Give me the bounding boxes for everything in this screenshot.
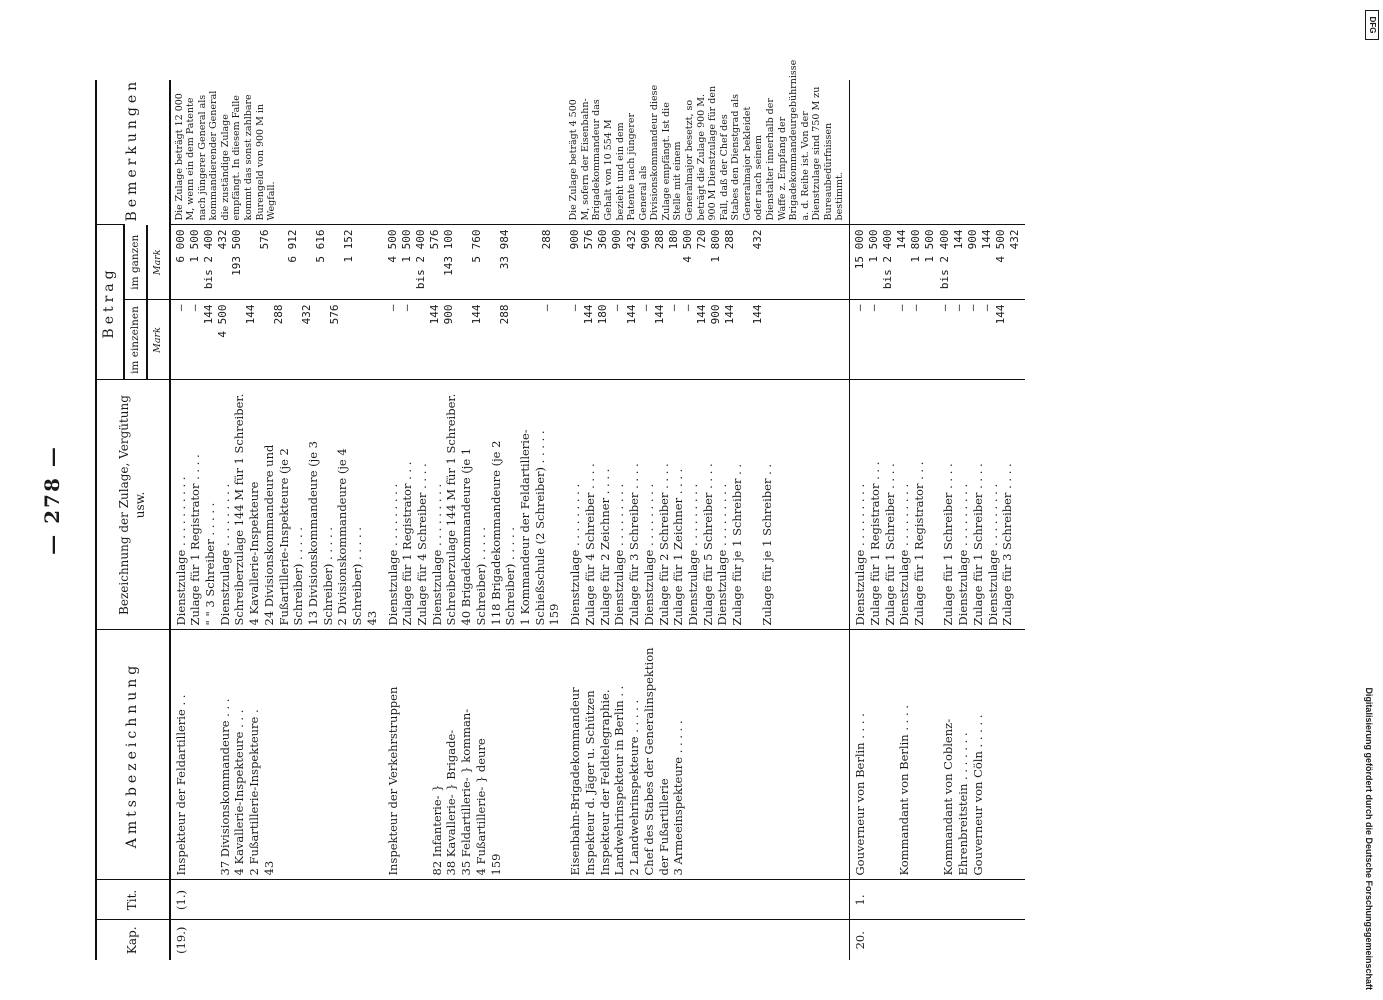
table-row bbox=[170, 80, 383, 960]
einzeln-cell: — — — — — — — — 144 bbox=[850, 300, 1025, 380]
kap-cell: (19.) bbox=[170, 920, 383, 960]
header-tit: Tit. bbox=[96, 880, 170, 920]
bez-cell: Dienstzulage . . . . . . . . . Zulage für 4 Schreiber . . . . Zulage für 2 Zeichner . . . . Dienstzulage . . . . . . . . . Zulage für 3 Schreiber . . . . Dienstzulage . . . . . . . . . Zulage für 2 Schreiber . . . . Zulage für 1 Zeichner . . . . Dienstzulage . . . . . . . . . Zulage für 5 Schreiber . . . . Dienstzulage . . . . . . . . . Zulage für je 1 Schreiber . . Zulage für je 1 Schreiber . . bbox=[565, 380, 849, 630]
table-row bbox=[565, 80, 849, 960]
amt-cell: Gouverneur von Berlin . . . . Kommandant von Berlin . . . . Kommandant von Coblenz-Ehrenbreitstein . . . . . . . Gouverneur von Cöln . . . . . bbox=[850, 630, 1025, 880]
header-bemerkungen: Bemerkungen bbox=[96, 80, 170, 225]
kap-cell bbox=[383, 920, 566, 960]
bemerkung-cell bbox=[383, 80, 566, 225]
einzeln-cell: — — 144 900 144 288 — bbox=[383, 300, 566, 380]
page-number: — 278 — bbox=[40, 445, 64, 555]
tit-cell bbox=[565, 880, 849, 920]
amt-cell: Inspekteur der Verkehrstruppen 82 Infanterie- } 38 Kavallerie- } Brigade- 35 Feldartillerie- } komman- 4 Fußartillerie- } deure 159 bbox=[383, 630, 566, 880]
bez-cell: Dienstzulage . . . . . . . . . Zulage für 1 Registrator . . . Zulage für 4 Schreiber . . . . Dienstzulage . . . . . . . . . Schreiberzulage 144 M für 1 Schreiber. 40 Brigadekommandeure (je 1 Schreiber) . . . . . 118 Brigadekommandeure (je 2 Schreiber) . . . . . 1 Kommandeur der Feldartillerie-Schießschule (2 Schreiber) . . . . . 159 bbox=[383, 380, 566, 630]
header-unit-ganzen: Mark bbox=[147, 225, 169, 300]
bemerkung-cell bbox=[850, 80, 1025, 225]
kap-cell: 20. bbox=[850, 920, 1025, 960]
bez-cell: Dienstzulage . . . . . . . . . . Zulage für 1 Registrator . . . . " " 3 Schreiber . . . . . Dienstzulage . . . . . . . . . Schreiberzulage 144 M für 1 Schreiber. 4 Kavallerie-Inspekteure 24 Divisionskommandeure und Fußartillerie-Inspekteure (je 2 Schreiber) . . . . . 13 Divisionskommandeure (je 3 Schreiber) . . . . . 2 Divisionskommandeure (je 4 Schreiber) . . . . . 43 bbox=[170, 380, 383, 630]
digitization-credit bbox=[1362, 10, 1374, 990]
credit-text: Digitalisierung gefördert durch die Deutsche Forschungsgemeinschaft bbox=[1364, 687, 1374, 990]
dfg-logo-text: DFG bbox=[1368, 16, 1377, 34]
bez-cell: Dienstzulage . . . . . . . . . Zulage für 1 Registrator . . . Zulage für 1 Schreiber . . . . Dienstzulage . . . . . . . . . Zulage für 1 Registrator . . . Zulage für 1 Schreiber . . . . Dienstzulage . . . . . . . . . Zulage für 1 Schreiber . . . . Dienstzulage . . . . . . . . . Zulage für 3 Schreiber . . . . bbox=[850, 380, 1025, 630]
amt-cell: Inspekteur der Feldartillerie . . 37 Divisionskommandeure . . . 4 Kavallerie-Inspekteure . . . 2 Fußartillerie-Inspekteure . 43 bbox=[170, 630, 383, 880]
header-im-ganzen: im ganzen bbox=[124, 225, 147, 300]
bemerkung-cell: Die Zulage beträgt 4 500 M, sofern der Eisenbahn-Brigadekommandeur das Gehalt von 10 554 M bezieht und ein dem Patente nach jüngerer General als Divisionskommandeur diese Zulage empfängt. Ist die Stelle mit einem Generalmajor besetzt, so beträgt die Zulage 900 M. 900 M Dienstzulage für den Fall, daß der Chef des Stabes den Dienstgrad als Generalmajor bekleidet oder nach seinem Dienstalter innerhalb der Waffe z. Empfang der Brigadekommandeurgebührnisse a. d. Reihe ist. Von der Dienstzulage sind 750 M zu Bureaubedürfnissen bestimmt. bbox=[565, 80, 849, 225]
header-betrag: Betrag bbox=[96, 225, 124, 380]
budget-table bbox=[95, 59, 1025, 960]
header-kap: Kap. bbox=[96, 920, 170, 960]
tit-cell: 1. bbox=[850, 880, 1025, 920]
header-im-einzelnen: im einzelnen bbox=[124, 300, 147, 380]
einzeln-cell: — — 144 4 500 144 288 432 576 bbox=[170, 300, 383, 380]
tit-cell bbox=[383, 880, 566, 920]
header-amtsbezeichnung: Amtsbezeichnung bbox=[96, 630, 170, 880]
header-bezeichnung: Bezeichnung der Zulage, Vergütung usw. bbox=[96, 380, 170, 630]
einzeln-cell: — 144 180 — 144 — 144 — — 144 900 144 144 bbox=[565, 300, 849, 380]
kap-cell bbox=[565, 920, 849, 960]
tit-cell: (1.) bbox=[170, 880, 383, 920]
amt-cell: Eisenbahn-Brigadekommandeur Inspekteur d. Jäger u. Schützen Inspekteur der Feldtelegraphie. Landwehrinspekteur in Berlin . . 2 Landwehrinspekteure . . . . . Chef des Stabes der Generalinspektion der Fußartillerie 3 Armeeinspekteure . . . . . bbox=[565, 630, 849, 880]
table-row bbox=[850, 80, 1025, 960]
bemerkung-cell: Die Zulage beträgt 12 000 M, wenn ein dem Patente nach jüngerer General als kommandierender General die zuständige Zulage empfängt. In diesem Falle kommt das sonst zahlbare Burengeld von 900 M in Wegfall. bbox=[173, 90, 278, 221]
dfg-logo bbox=[1365, 10, 1379, 40]
header-unit-einzeln: Mark bbox=[147, 300, 169, 380]
ganzen-cell: 15 000 1 500 bis 2 400 144 1 800 1 500 bis 2 400 144 900 144 4 500 432 bbox=[850, 225, 1025, 300]
table-row bbox=[383, 80, 566, 960]
ganzen-cell: 6 000 1 500 bis 2 400 432 193 500 576 6 912 5 616 1 152 bbox=[170, 225, 383, 300]
ganzen-cell: 900 576 360 900 432 900 288 180 4 500 720 1 800 288 432 bbox=[565, 225, 849, 300]
ganzen-cell: 4 500 1 500 bis 2 400 576 143 100 5 760 33 984 288 bbox=[383, 225, 566, 300]
